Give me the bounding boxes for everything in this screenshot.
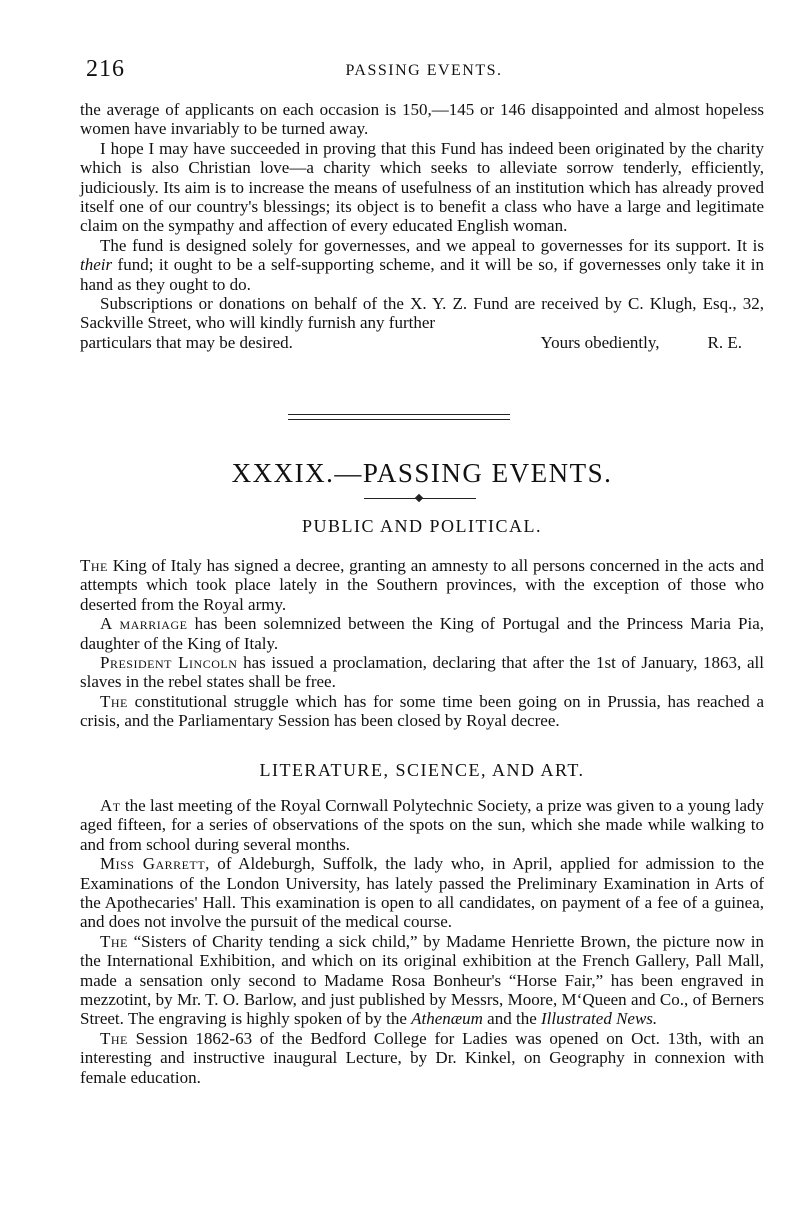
news-item: Miss Garrett, of Aldeburgh, Suffolk, the lady who, in April, applied for admission to the Examinations of the London University, has lately passed the Preliminary Examination in Arts of the Apothecaries' Hall. This examination is open to all candidates, on payment of a fee of a guinea, and does not involve the pursuit of the medical course. [80, 854, 764, 932]
letter-closing: Yours obediently, [540, 332, 660, 352]
news-item: The “Sisters of Charity tending a sick child,” by Madame Henriette Brown, the picture now in the International Exhibition, and which on its original exhibition at the French Gallery, Pall Mall, made a sensation only second to Madame Rosa Bonheur's “Horse Fair,” has been engraved in mezzotint, by Mr. T. O. Barlow, and just published by Messrs, Moore, M‘Queen and Co., of Berners Street. The engraving is highly spoken of by the Athenæum and the Illustrated News. [80, 931, 764, 1029]
letter-signature: R. E. [707, 332, 742, 352]
ornament-divider [364, 497, 476, 501]
emphasis-illustrated-news: Illustrated News. [541, 1009, 658, 1029]
news-item: The constitutional struggle which has for some time been going on in Prussia, has reached a crisis, and the Parliamentary Session has been closed by Royal decree. [80, 691, 764, 731]
literature-science-art-section [80, 796, 764, 1087]
news-item: President Lincoln has issued a proclamation, declaring that after the 1st of January, 1863, all slaves in the rebel states shall be free. [80, 653, 764, 692]
letter-paragraph: The fund is designed solely for governesses, and we appeal to governesses for its support. It is their fund; it ought to be a self-supporting scheme, and it will be so, if governesses only take it in hand as they ought to do. [80, 235, 764, 294]
section-heading-literature: LITERATURE, SCIENCE, AND ART. [259, 760, 585, 780]
letter-last-line: particulars that may be desired. [80, 332, 293, 352]
news-item: At the last meeting of the Royal Cornwall Polytechnic Society, a prize was given to a young lady aged fifteen, for a series of observations of the spots on the sun, which she made while walking to and from school during several months. [80, 796, 764, 854]
letter-conclusion [80, 100, 764, 352]
double-rule-divider [288, 414, 510, 420]
page-number: 216 [86, 56, 125, 82]
news-item: The King of Italy has signed a decree, granting an amnesty to all persons concerned in the acts and attempts which took place lately in the Southern provinces, with the exception of those who deserted from the Royal army. [80, 556, 764, 614]
public-political-section [80, 556, 764, 731]
letter-paragraph: the average of applicants on each occasion is 150,—145 or 146 disappointed and almost hopeless women have invariably to be turned away. [80, 100, 764, 139]
letter-paragraph: Subscriptions or donations on behalf of the X. Y. Z. Fund are received by C. Klugh, Esq., 32, Sackville Street, who will kindly furnish any further [80, 294, 764, 333]
letter-paragraph: I hope I may have succeeded in proving that this Fund has indeed been originated by the charity which is also Christian love—a charity which seeks to alleviate sorrow tenderly, efficiently, judiciously. Its aim is to increase the means of usefulness of an institution which has already proved itself one of our country's blessings; its object is to benefit a class who have a large and legitimate claim on the sympathy and affection of every educated English woman. [80, 138, 764, 236]
running-head: PASSING EVENTS. [345, 62, 503, 79]
news-item: The Session 1862-63 of the Bedford College for Ladies was opened on Oct. 13th, with an interesting and instructive inaugural Lecture, by Dr. Kinkel, on Geography in connexion with female education. [80, 1028, 764, 1087]
news-item: A marriage has been solemnized between the King of Portugal and the Princess Maria Pia, daughter of the King of Italy. [80, 614, 764, 653]
section-heading-public: PUBLIC AND POLITICAL. [301, 516, 542, 536]
page-header [86, 56, 762, 86]
letter-sign-off [80, 333, 764, 352]
chapter-title: XXXIX.—PASSING EVENTS. [231, 458, 613, 488]
emphasis-athenaeum: Athenæum [411, 1009, 483, 1029]
diamond-ornament-icon [415, 494, 423, 502]
emphasis-their: their [80, 255, 113, 275]
